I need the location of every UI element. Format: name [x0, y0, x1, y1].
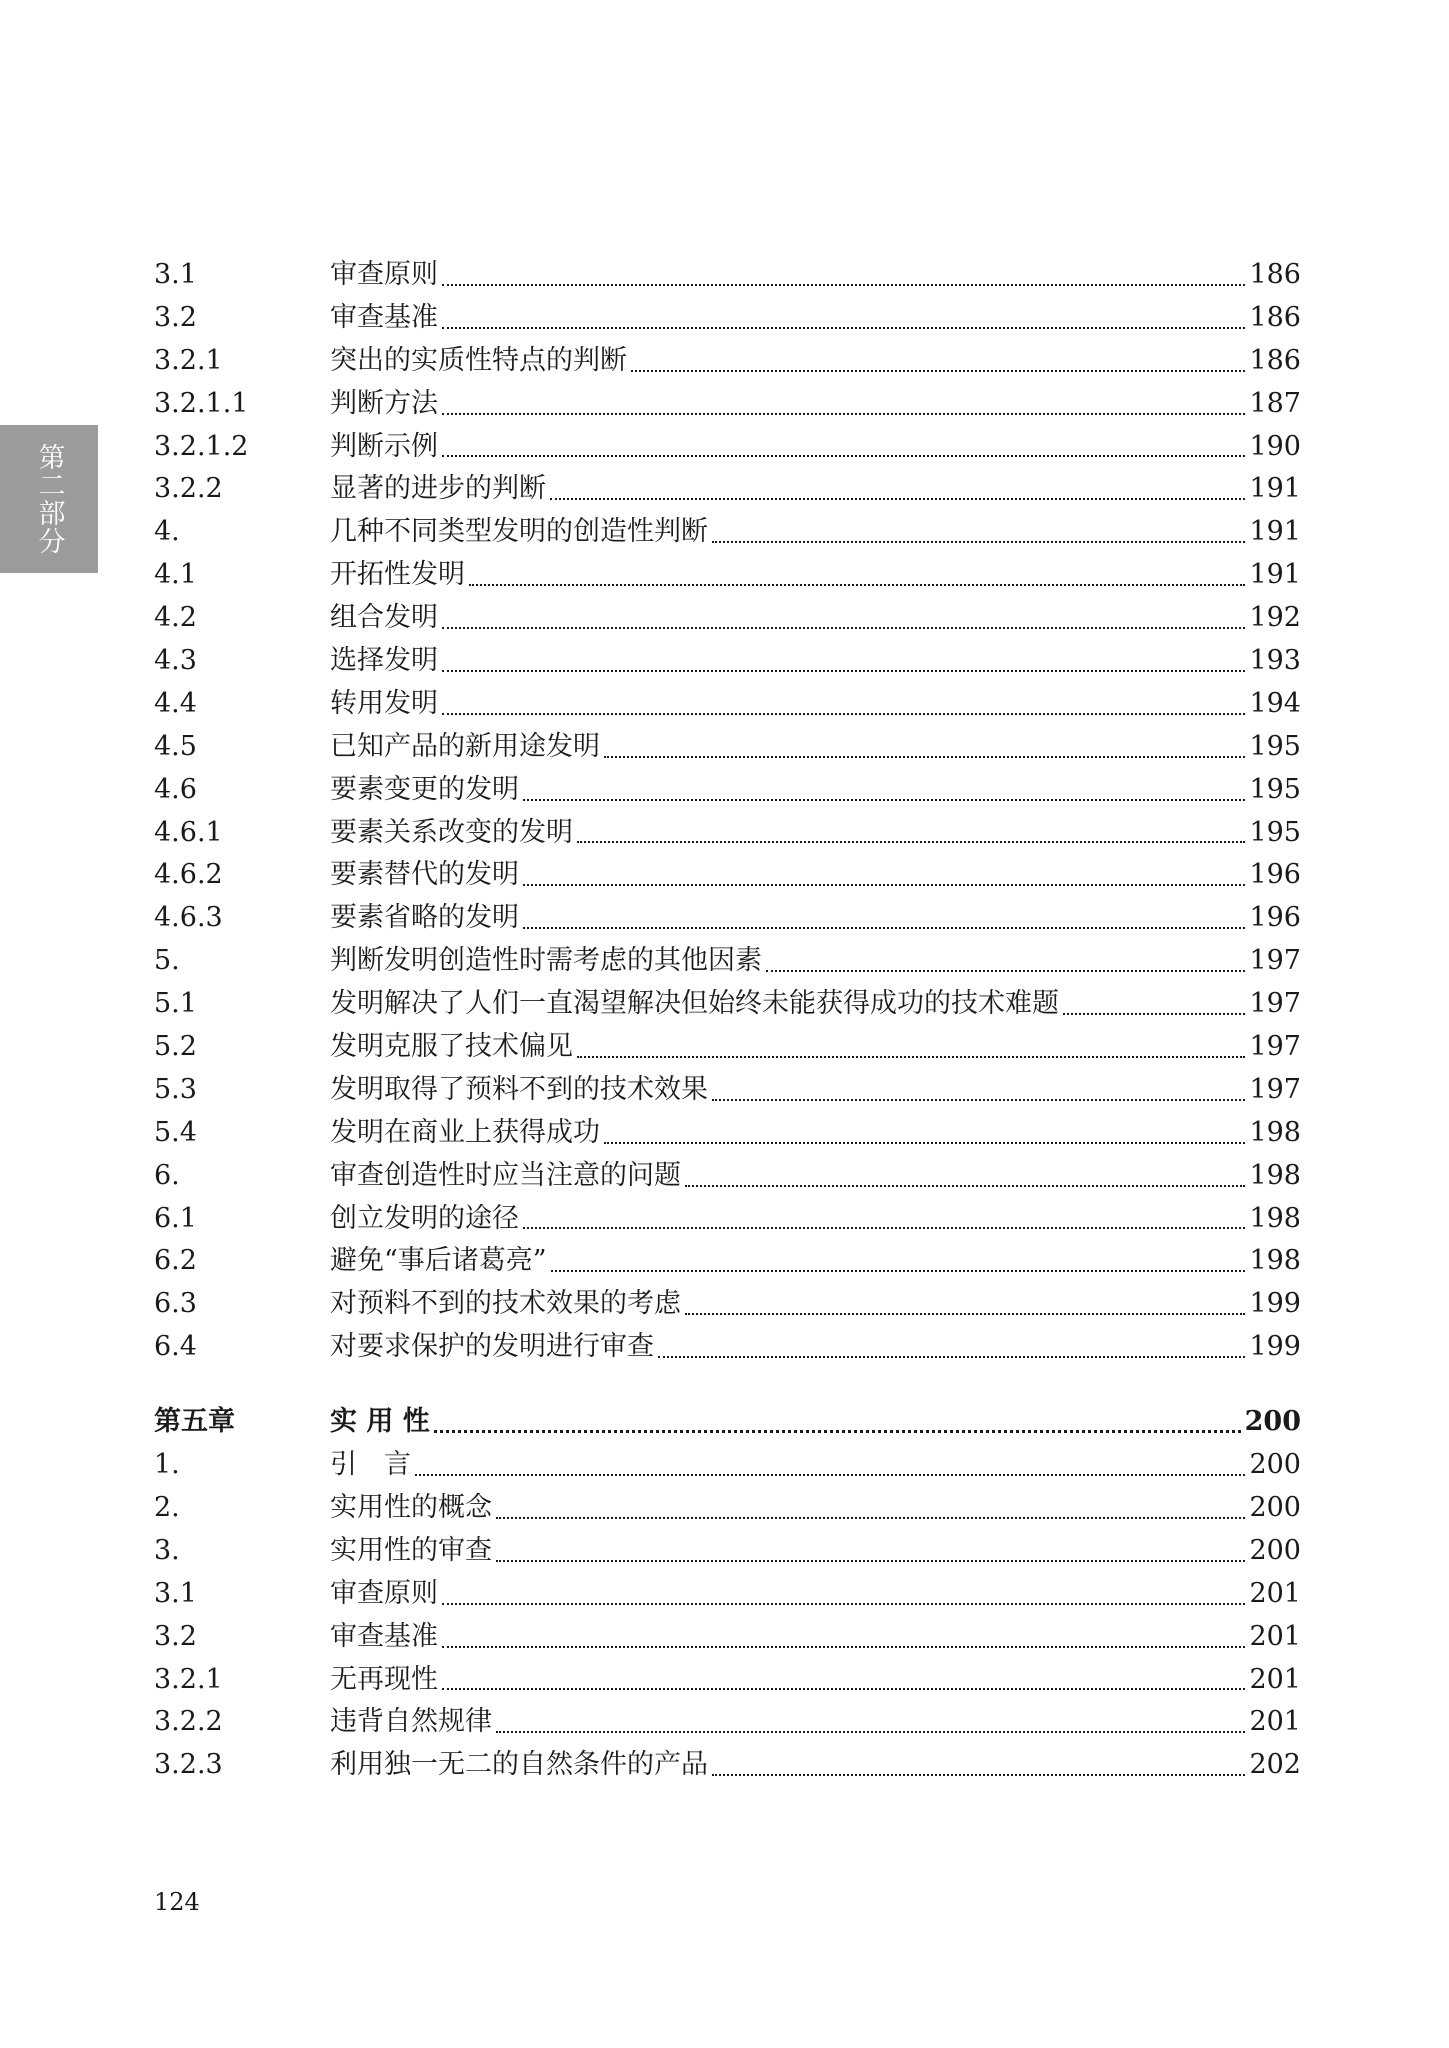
entry-page: 186 [1249, 301, 1301, 333]
entry-page: 191 [1249, 516, 1301, 548]
entry-page: 202 [1249, 1749, 1301, 1781]
entry-number: 5. [154, 945, 180, 977]
entry-title: 引 言 [330, 1449, 411, 1481]
entry-number: 4.2 [154, 602, 197, 634]
entry-number: 6.4 [154, 1331, 197, 1363]
toc-entry[interactable] [154, 1485, 1301, 1528]
entry-number: 4.1 [154, 559, 197, 591]
toc-entry[interactable] [154, 1699, 1301, 1742]
entry-page: 198 [1249, 1116, 1301, 1148]
entry-page: 201 [1249, 1620, 1301, 1652]
toc-entry[interactable] [154, 767, 1301, 810]
toc-entry[interactable] [154, 681, 1301, 724]
toc-entry[interactable] [154, 466, 1301, 509]
part-side-tab-label: 第二部分 [33, 443, 65, 555]
dot-leader [415, 1474, 1245, 1476]
entry-number: 1. [154, 1449, 180, 1481]
dot-leader [442, 627, 1245, 629]
part-side-tab [0, 425, 98, 573]
entry-page: 198 [1249, 1202, 1301, 1234]
entry-page: 191 [1249, 559, 1301, 591]
toc-entry[interactable] [154, 938, 1301, 981]
entry-page: 200 [1249, 1449, 1301, 1481]
dot-leader [523, 884, 1245, 886]
entry-page: 198 [1249, 1245, 1301, 1277]
entry-page: 197 [1249, 988, 1301, 1020]
entry-title: 利用独一无二的自然条件的产品 [330, 1749, 708, 1781]
entry-page: 198 [1249, 1159, 1301, 1191]
entry-title: 无再现性 [330, 1663, 438, 1695]
entry-number: 5.2 [154, 1031, 197, 1063]
entry-title: 审查基准 [330, 301, 438, 333]
toc-entry[interactable] [154, 1238, 1301, 1281]
entry-title: 组合发明 [330, 602, 438, 634]
entry-title: 已知产品的新用途发明 [330, 730, 600, 762]
entry-number: 5.1 [154, 988, 197, 1020]
entry-page: 195 [1249, 773, 1301, 805]
toc-entry[interactable] [154, 381, 1301, 424]
entry-number: 4.5 [154, 730, 197, 762]
dot-leader [551, 1270, 1246, 1272]
entry-page: 187 [1249, 387, 1301, 419]
toc-entry[interactable] [154, 724, 1301, 767]
toc-chapter-entries [154, 1442, 1301, 1785]
toc-entry[interactable] [154, 595, 1301, 638]
toc-entry[interactable] [154, 252, 1301, 295]
dot-leader [442, 455, 1245, 457]
entry-page: 197 [1249, 945, 1301, 977]
dot-leader [685, 1185, 1245, 1187]
dot-leader [496, 1517, 1245, 1519]
toc-entry[interactable] [154, 552, 1301, 595]
entry-number: 4.6.1 [154, 816, 223, 848]
entry-page: 197 [1249, 1073, 1301, 1105]
entry-title: 实用性的审查 [330, 1534, 492, 1566]
entry-number: 6.1 [154, 1202, 197, 1234]
entry-title: 要素替代的发明 [330, 859, 519, 891]
toc-entry[interactable] [154, 1024, 1301, 1067]
entry-number: 6.3 [154, 1288, 197, 1320]
entry-number: 5.4 [154, 1116, 197, 1148]
entry-page: 195 [1249, 730, 1301, 762]
entry-title: 审查原则 [330, 1577, 438, 1609]
dot-leader [496, 1731, 1245, 1733]
dot-leader [712, 541, 1245, 543]
entry-number: 3.2.1 [154, 1663, 223, 1695]
entry-title: 审查原则 [330, 259, 438, 290]
entry-number: 3.2.1 [154, 344, 223, 376]
entry-title: 要素关系改变的发明 [330, 816, 573, 848]
entry-title: 违背自然规律 [330, 1706, 492, 1738]
dot-leader [442, 1688, 1245, 1690]
dot-leader [604, 1142, 1245, 1144]
dot-leader [469, 584, 1245, 586]
entry-page: 193 [1249, 645, 1301, 677]
entry-page: 201 [1249, 1577, 1301, 1609]
entry-number: 6. [154, 1159, 180, 1191]
toc-entry[interactable] [154, 895, 1301, 938]
toc-entry[interactable] [154, 1281, 1301, 1324]
dot-leader [1063, 1013, 1245, 1015]
entry-number: 4. [154, 516, 180, 548]
dot-leader [631, 370, 1245, 372]
entry-number: 4.4 [154, 687, 197, 719]
toc-entry[interactable] [154, 1110, 1301, 1153]
entry-title: 突出的实质性特点的判断 [330, 344, 627, 376]
dot-leader [442, 713, 1245, 715]
toc-entry[interactable] [154, 1442, 1301, 1485]
entry-title: 要素变更的发明 [330, 773, 519, 805]
entry-page: 194 [1249, 687, 1301, 719]
entry-page: 200 [1249, 1491, 1301, 1523]
dot-leader [658, 1356, 1245, 1358]
entry-page: 191 [1249, 473, 1301, 505]
dot-leader [496, 1560, 1245, 1562]
toc-entry[interactable] [154, 1657, 1301, 1700]
dot-leader [442, 327, 1245, 329]
toc-entry[interactable] [154, 1067, 1301, 1110]
entry-number: 4.6.3 [154, 902, 223, 934]
chapter-page: 200 [1244, 1406, 1301, 1438]
dot-leader [604, 756, 1245, 758]
entry-title: 判断方法 [330, 387, 438, 419]
entry-page: 195 [1249, 816, 1301, 848]
toc-entry[interactable] [154, 509, 1301, 552]
dot-leader [712, 1774, 1245, 1776]
entry-number: 6.2 [154, 1245, 197, 1277]
toc-entry[interactable] [154, 981, 1301, 1024]
entry-title: 审查创造性时应当注意的问题 [330, 1159, 681, 1191]
entry-title: 判断示例 [330, 430, 438, 462]
entry-number: 3.2 [154, 301, 197, 333]
entry-title: 要素省略的发明 [330, 902, 519, 934]
dot-leader [442, 284, 1245, 286]
dot-leader [577, 1056, 1245, 1058]
entry-title: 选择发明 [330, 645, 438, 677]
dot-leader [442, 1646, 1245, 1648]
entry-page: 201 [1249, 1663, 1301, 1695]
toc-entry[interactable] [154, 1528, 1301, 1571]
entry-number: 3.2.1.1 [154, 387, 249, 419]
entry-title: 发明解决了人们一直渴望解决但始终未能获得成功的技术难题 [330, 988, 1059, 1020]
toc-entry[interactable] [154, 295, 1301, 338]
entry-title: 避免“事后诸葛亮” [330, 1245, 547, 1277]
entry-title: 审查基准 [330, 1620, 438, 1652]
toc-section-list [154, 252, 1301, 1367]
toc-entry[interactable] [154, 338, 1301, 381]
entry-title: 发明克服了技术偏见 [330, 1031, 573, 1063]
toc-entry[interactable] [154, 852, 1301, 895]
entry-title: 发明取得了预料不到的技术效果 [330, 1073, 708, 1105]
dot-leader [434, 1430, 1241, 1433]
dot-leader [685, 1313, 1245, 1315]
toc-chapter-row[interactable] [154, 1399, 1301, 1442]
dot-leader [523, 927, 1245, 929]
entry-title: 转用发明 [330, 687, 438, 719]
dot-leader [523, 799, 1245, 801]
entry-page: 186 [1249, 344, 1301, 376]
dot-leader [550, 498, 1245, 500]
toc-entry[interactable] [154, 638, 1301, 681]
toc-entry[interactable] [154, 1196, 1301, 1239]
entry-number: 4.6.2 [154, 859, 223, 891]
chapter-title: 实 用 性 [330, 1406, 430, 1438]
entry-number: 5.3 [154, 1073, 197, 1105]
dot-leader [766, 970, 1245, 972]
dot-leader [442, 413, 1245, 415]
entry-title: 创立发明的途径 [330, 1202, 519, 1234]
entry-number: 3.2.1.2 [154, 430, 249, 462]
entry-page: 197 [1249, 1031, 1301, 1063]
entry-page: 199 [1249, 1288, 1301, 1320]
entry-number: 3.1 [154, 1577, 197, 1609]
toc-entry[interactable] [154, 424, 1301, 467]
entry-page: 199 [1249, 1331, 1301, 1363]
entry-number: 3.2.2 [154, 473, 223, 505]
entry-title: 判断发明创造性时需考虑的其他因素 [330, 945, 762, 977]
entry-title: 显著的进步的判断 [330, 473, 546, 505]
entry-number: 3.2.3 [154, 1749, 223, 1781]
entry-number: 3.2.2 [154, 1706, 223, 1738]
table-of-contents [154, 252, 1301, 1785]
page-number: 124 [154, 1888, 200, 1916]
entry-number: 2. [154, 1491, 180, 1523]
chapter-number: 第五章 [154, 1406, 235, 1438]
entry-page: 201 [1249, 1706, 1301, 1738]
toc-entry[interactable] [154, 1742, 1301, 1785]
toc-entry[interactable] [154, 1614, 1301, 1657]
entry-title: 对要求保护的发明进行审查 [330, 1331, 654, 1363]
entry-number: 4.6 [154, 773, 197, 805]
entry-page: 190 [1249, 430, 1301, 462]
dot-leader [442, 1603, 1245, 1605]
toc-entry[interactable] [154, 1324, 1301, 1367]
entry-title: 对预料不到的技术效果的考虑 [330, 1288, 681, 1320]
dot-leader [523, 1227, 1245, 1229]
entry-title: 几种不同类型发明的创造性判断 [330, 516, 708, 548]
entry-number: 4.3 [154, 645, 197, 677]
entry-page: 200 [1249, 1534, 1301, 1566]
entry-number: 3.1 [154, 259, 197, 290]
entry-page: 196 [1249, 902, 1301, 934]
entry-page: 192 [1249, 602, 1301, 634]
entry-number: 3. [154, 1534, 180, 1566]
entry-title: 发明在商业上获得成功 [330, 1116, 600, 1148]
dot-leader [442, 670, 1245, 672]
entry-title: 实用性的概念 [330, 1491, 492, 1523]
entry-page: 196 [1249, 859, 1301, 891]
toc-entry[interactable] [154, 1153, 1301, 1196]
entry-number: 3.2 [154, 1620, 197, 1652]
dot-leader [712, 1099, 1245, 1101]
toc-entry[interactable] [154, 1571, 1301, 1614]
entry-page: 186 [1249, 259, 1301, 290]
entry-title: 开拓性发明 [330, 559, 465, 591]
toc-entry[interactable] [154, 810, 1301, 853]
dot-leader [577, 841, 1245, 843]
toc-chapter-block [154, 1399, 1301, 1442]
